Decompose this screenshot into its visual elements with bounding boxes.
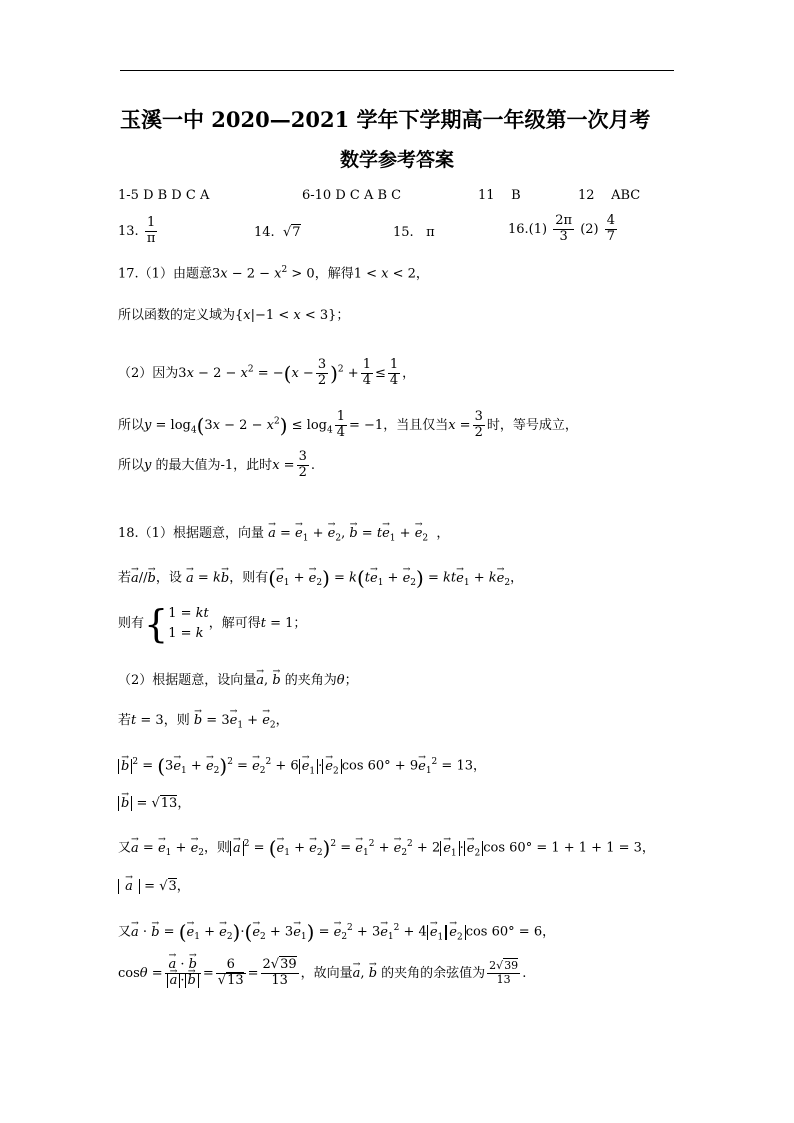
- q15-label: 15.: [393, 225, 414, 240]
- q13-fraction: $\frac{1}{\pi}$: [146, 215, 156, 246]
- answer-16: [508, 214, 619, 245]
- q18-b-squared: → b $^2 = (3\to e_1$ + → $e_2)^2$ = → $e_2^2 + 6\to e_1 \cdot\to e_2$ $\cos 60^\circ + 9\to e_1^2 = 13$，: [118, 756, 486, 776]
- q17-part2: （2）因为$3x - 2 - x^2 = -(x$ − $\frac{3}{2}$ )$^2$ + $\frac{1}{4}$ ≤ $\frac{1}{4}$ ，: [118, 357, 416, 388]
- q18-a-norm: → a = √3，: [118, 880, 190, 893]
- q18-cosine: cosθ = → a · → b → a ·→ b = $\frac{6}{√13}$ = $\frac{2√39}{13}$ ，故向量→ a, → b 的夹角的余弦值为 $\frac{2√39}{13}$ .: [118, 958, 526, 989]
- answers-row-1: [118, 189, 209, 202]
- page-title: 玉溪一中 2020—2021 学年下学期高一年级第一次月考: [120, 107, 651, 132]
- q17-max: 所以y 的最大值为-1，此时x = $\frac{3}{2}$ .: [118, 449, 315, 480]
- q17-equality-text: ，当且仅当: [383, 417, 449, 433]
- q16-part2-label: (2): [580, 221, 599, 237]
- q17-so: 所以: [118, 417, 145, 433]
- q11-answer: B: [511, 188, 521, 203]
- q18-cos-text: 的夹角的余弦值为: [381, 965, 486, 981]
- q18-part2: （2）根据题意，设向量→ a, → b 的夹角为θ；: [118, 674, 358, 687]
- q17-max-text: 的最大值为-1，此时: [155, 457, 273, 473]
- answers-6-10: 6-10 D C A B C: [302, 188, 402, 203]
- answers-6-10-wrap: [302, 189, 401, 202]
- q12-label: 12: [578, 188, 595, 203]
- page-subtitle: 数学参考答案: [339, 149, 454, 171]
- q17-part1: 17.（1）由题意$3x - 2 - x^2 > 0$，解得1 < x < 2，: [118, 265, 429, 282]
- q18-also-1: 又: [118, 840, 132, 856]
- q18-parallel: 若→ a//→ b，设 → a = k→ b，则有(→ $e_1$ + → $e_2) = k(t\to e_1$ + → $e_2) = kt\to e_1 + k\to e_2$，: [118, 568, 523, 588]
- answers-1-5: 1-5 D B D C A: [118, 188, 210, 203]
- q12-answer: ABC: [611, 188, 641, 203]
- q16-part2-fraction: $\frac{4}{7}$: [606, 213, 616, 244]
- q18-p1-intro: 18.（1）根据题意，向量: [118, 526, 264, 541]
- q15-answer: π: [426, 225, 435, 240]
- q18-then-b: ，则: [163, 713, 190, 728]
- q18-conclusion: ，故向量: [300, 965, 353, 981]
- answer-13: [118, 216, 159, 247]
- q18-then-has: 则有: [118, 616, 145, 631]
- answer-12: [578, 189, 640, 202]
- q16-label: 16.(1): [508, 221, 548, 237]
- q18-let-text: ，设: [155, 570, 182, 586]
- q18-if-text: 若: [118, 570, 132, 586]
- q17-p1-intro: 17.（1）由题意: [118, 266, 212, 282]
- q18-if-t: 若: [118, 713, 132, 728]
- q18-then2: ，则: [204, 840, 231, 856]
- q17-domain-text: 所以函数的定义域为: [118, 308, 236, 323]
- q18-a-squared: 又→ a = → $e_1$ + → $e_2$，则→ a $^2$ = (→ $e_1$ + → $e_2)^2$ = → $e_1^2$ + → $e_2^2 + 2\to e_1 \cdot\to e_2$ cos 60° = 1 + 1 + 1 = 3，: [118, 838, 655, 858]
- q18-solve-text: ，解可得: [208, 616, 261, 631]
- q14-label: 14.: [254, 225, 275, 240]
- answer-15: [393, 226, 435, 239]
- q13-label: 13.: [118, 223, 139, 239]
- q18-angle-text: 的夹角为: [284, 673, 337, 688]
- q18-system: 则有{1 = kt 1 = k，解可得t = 1；: [118, 601, 307, 646]
- q17-equality-end: 时，等号成立，: [486, 417, 578, 433]
- q17-so-2: 所以: [118, 457, 145, 473]
- q18-b-norm: → b = √13，: [118, 797, 190, 810]
- q17-p1-solve: ，解得: [314, 266, 354, 282]
- answer-14: 14. √7: [254, 225, 301, 240]
- header-rule: [120, 70, 674, 71]
- q17-p2-intro: （2）因为: [118, 365, 179, 381]
- q18-then-text: ，则有: [229, 570, 269, 586]
- q18-dot-product: 又→ a · → b = (→ $e_1$ + → $e_2)\cdot(\to e_2 + 3\to e_1)$ = → $e_2^2 + 3\to e_1^2 + 4\to e_1\to e_2$ cos 60° = 6，: [118, 922, 555, 942]
- q18-part1: 18.（1）根据题意，向量 → a = → $e_1$ + → $e_2$, → $b = t\to e_1$ + → $e_2$ ，: [118, 527, 449, 544]
- answer-11: [478, 189, 521, 202]
- q11-label: 11: [478, 188, 495, 203]
- q18-t3: 若t = 3，则 → $b = 3\to e_1$ + → $e_2$，: [118, 714, 289, 731]
- q16-part1-fraction: $\frac{2\pi}{3}$: [555, 213, 573, 244]
- q18-also-2: 又: [118, 924, 132, 940]
- q17-domain: 所以函数的定义域为{x|−1 < x < 3}；: [118, 308, 350, 323]
- q18-p2-intro: （2）根据题意，设向量: [118, 673, 257, 688]
- q17-log: 所以$y = \log_4(3x - 2 - x^2) \le \log_4$ $\frac{1}{4}$ = −1，当且仅当x = $\frac{3}{2}$ 时，等号成立，: [118, 409, 578, 440]
